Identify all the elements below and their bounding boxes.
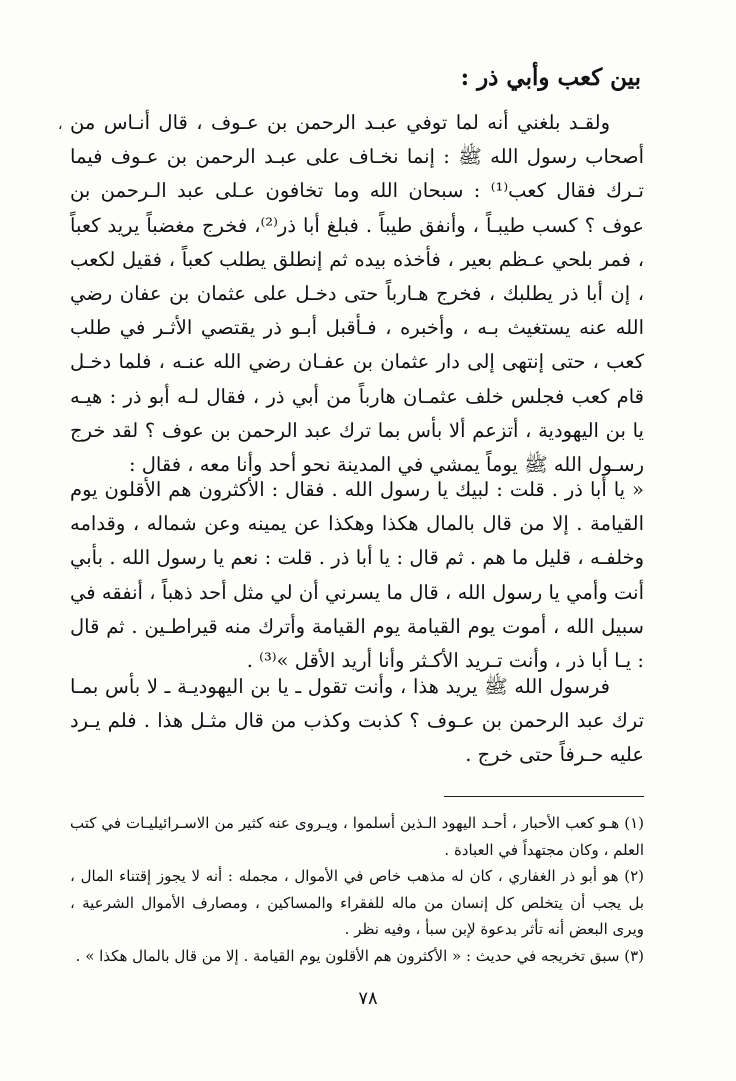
hadith-quote-paragraph: « يا أبا ذر . قلت : لبيك يا رسول الله . فقال : الأكثرون هم الأقلون يوم القيامة . إلا من قال بالمال هكذا وهكذا عن يمينه وعن شماله ، وقدامه وخلفـه ، قليل ما هم . ثم قال : يا أبا ذر . قلت : نعم يا رسول الله . بأبي أنت وأمي يا رسول الله ، قال ما يسرني أن لي مثل أحد ذهباً ، أنفقه في سبيل الله ، أموت يوم القيامة يوم القيامة وأترك منه قيراطـين . ثم قال : يـا أبا ذر ، وأنت تـريد الأكـثر وأنا أريد الأقل »⁽³⁾ . <box>70 478 644 673</box>
body-paragraph-1: ولقـد بلغني أنه لما توفي عبـد الرحمن بن عـوف ، قال أنـاس من أصحاب رسول الله ﷺ : إنما نخـاف على عبـد الرحمن بن عـوف فيما تـرك فقال كعب⁽¹⁾ : سبحان الله وما تخافون عـلى عبد الـرحمن بن عوف ؟ كسب طيبـاً ، وأنفق طيباً . فبلغ أبا ذر⁽²⁾، فخرج مغضباً يريد كعباً ، فمر بلحي عـظم بعير ، فأخذه بيده ثم إنطلق يطلب كعباً ، فقيل لكعب ، إن أبا ذر يطلبك ، فخرج هـارباً حتى دخـل على عثمان بن عفان رضي الله عنه يستغيث بـه ، وأخبره ، فـأقبل أبـو ذر يقتصي الأثـر في طلب كعب ، حتى إنتهى إلى دار عثمان بن عفـان رضي الله عنـه ، فلما دخـل قام كعب فجلس خلف عثمـان هارباً من أبي ذر ، فقال لـه أبو ذر : هيـه يا بن اليهودية ، أتزعم ألا بأس بما ترك عبد الرحمن بن عوف ؟ لقد خرج رسـول الله ﷺ يوماً يمشي في المدينة نحو أحد وأنا معه ، فقال : <box>70 111 644 477</box>
footnote-separator <box>444 796 644 797</box>
body-paragraph-2-block <box>70 473 644 678</box>
footnote-1: (١) هـو كعب الأحبار ، أحـد اليهود الـذين أسلموا ، ويـروى عنه كثير من الاسـرائيليـات في كتب العلم ، وكان مجتهداً في العبادة . <box>70 814 644 859</box>
body-paragraph-3-block <box>70 670 644 773</box>
body-paragraph-3: فرسول الله ﷺ يريد هذا ، وأنت تقول ـ يا بن اليهوديـة ـ لا بأس بمـا ترك عبد الرحمن بن عـوف ؟ كذبت وكذب من قال مثـل هذا . فلم يـرد عليه حـرفاً حتى خرج . <box>70 675 644 767</box>
footnote-2: (٢) هو أبو ذر الغفاري ، كان له مذهب خاص في الأموال ، مجمله : أنه لا يجوز إقتناء المال ، بل يجب أن يتخلص كل إنسان من ماله للفقراء والمساكين ، ومصارف الأموال الشرعية ، ويرى البعض أنه تأثر بدعوة لإبن سبأ ، وفيه نظر . <box>70 867 644 938</box>
margin-mark: ، <box>58 117 63 133</box>
footnotes <box>70 810 644 969</box>
page-number: ٧٨ <box>358 988 378 1009</box>
footnote-3: (٣) سبق تخريجه في حديث : « الأكثرون هم الأقلون يوم القيامة . إلا من قال بالمال هكذا » . <box>75 946 644 965</box>
section-heading: بين كعب وأبي ذر : <box>460 64 641 91</box>
body-paragraph-1-block <box>70 106 644 482</box>
